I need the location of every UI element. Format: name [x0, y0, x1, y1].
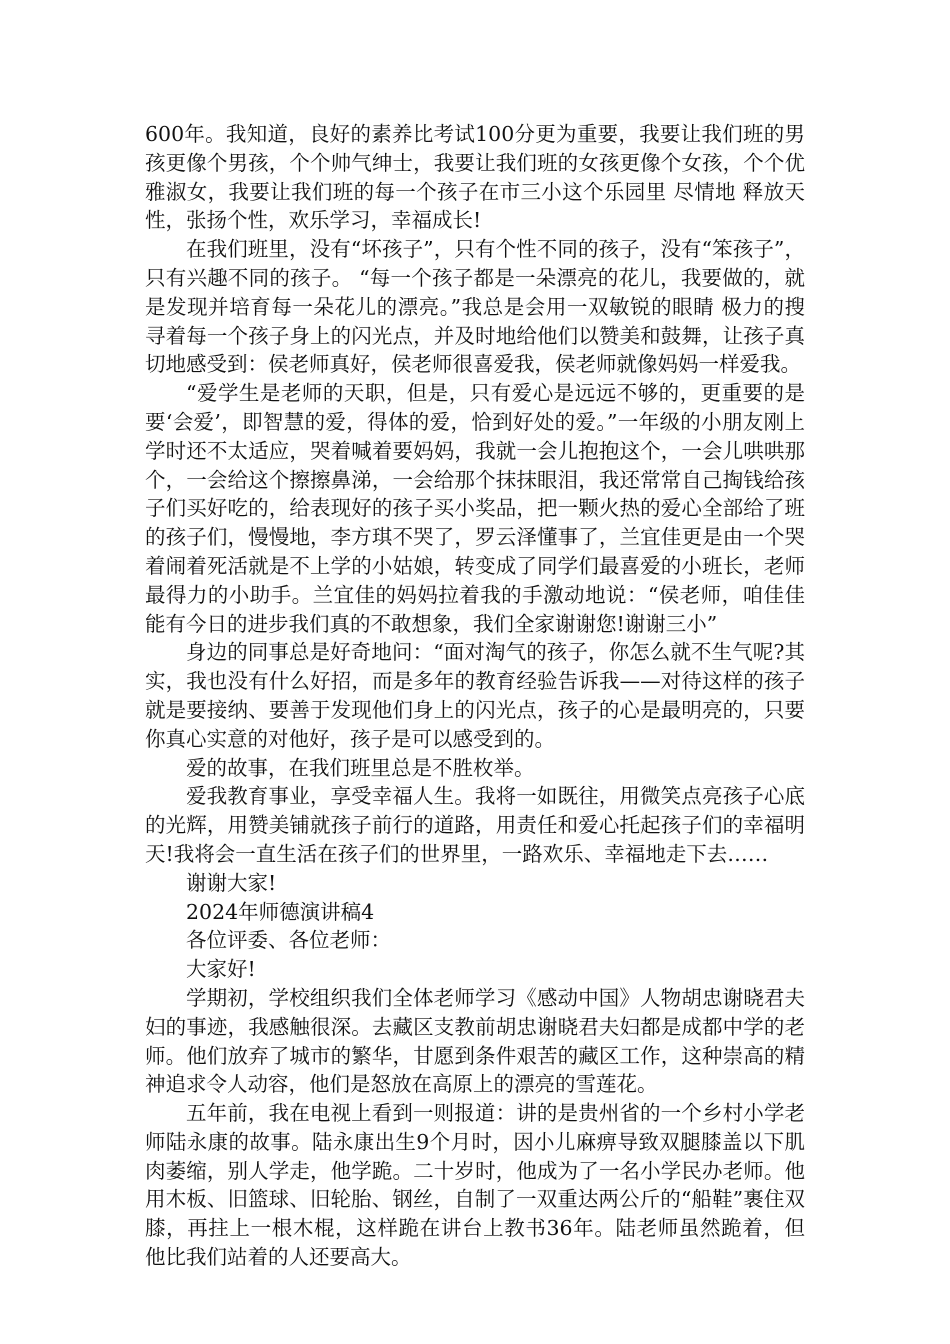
document-body — [145, 120, 805, 1272]
paragraph: 五年前，我在电视上看到一则报道：讲的是贵州省的一个乡村小学老师陆永康的故事。陆永康出生9个月时，因小儿麻痹导致双腿膝盖以下肌肉萎缩，别人学走，他学跪。二十岁时，他成为了一名小学民办老师。他用木板、旧篮球、旧轮胎、钢丝，自制了一双重达两公斤的“船鞋”裹住双膝，再拄上一根木棍，这样跪在讲台上教书36年。陆老师虽然跪着，但他比我们站着的人还要高大。 — [145, 1101, 805, 1270]
paragraph: 爱我教育事业，享受幸福人生。我将一如既往，用微笑点亮孩子心底的光辉，用赞美铺就孩子前行的道路，用责任和爱心托起孩子们的幸福明天!我将会一直生活在孩子们的世界里，一路欢乐、幸福地走下去…… — [145, 784, 805, 866]
paragraph: 学期初，学校组织我们全体老师学习《感动中国》人物胡忠谢晓君夫妇的事迹，我感触很深。去藏区支教前胡忠谢晓君夫妇都是成都中学的老师。他们放弃了城市的繁华，甘愿到条件艰苦的藏区工作，这种崇高的精神追求令人动容，他们是怒放在高原上的漂亮的雪莲花。 — [145, 985, 805, 1097]
salutation: 各位评委、各位老师： — [186, 928, 391, 953]
section-title: 2024年师德演讲稿4 — [186, 899, 375, 924]
paragraph: “爱学生是老师的天职，但是，只有爱心是远远不够的，更重要的是要‘会爱’，即智慧的爱，得体的爱，恰到好处的爱。”一年级的小朋友刚上学时还不太适应，哭着喊着要妈妈，我就一会儿抱抱这个，一会儿哄哄那个，一会给这个擦擦鼻涕，一会给那个抹抹眼泪，我还常常自己掏钱给孩子们买好吃的，给表现好的孩子买小奖品，把一颗火热的爱心全部给了班的孩子们，慢慢地，李方琪不哭了，罗云泽懂事了，兰宜佳更是由一个哭着闹着死活就是不上学的小姑娘，转变成了同学们最喜爱的小班长，老师最得力的小助手。兰宜佳的妈妈拉着我的手激动地说：“侯老师，咱佳佳能有今日的进步我们真的不敢想象，我们全家谢谢您!谢谢三小” — [145, 381, 805, 636]
paragraph: 在我们班里，没有“坏孩子”，只有个性不同的孩子，没有“笨孩子”，只有兴趣不同的孩子。 “每一个孩子都是一朵漂亮的花儿，我要做的，就是发现并培育每一朵花儿的漂亮。”我总是会用一双敏锐的眼睛 极力的搜寻着每一个孩子身上的闪光点，并及时地给他们以赞美和鼓舞，让孩子真切地感受到：侯老师真好，侯老师很喜爱我，侯老师就像妈妈一样爱我。 — [145, 237, 805, 377]
paragraph: 身边的同事总是好奇地问：“面对淘气的孩子，你怎么就不生气呢?其实，我也没有什么好招，而是多年的教育经验告诉我——对待这样的孩子就是要接纳、要善于发现他们身上的闪光点，孩子的心是最明亮的，只要你真心实意的对他好，孩子是可以感受到的。 — [145, 640, 805, 751]
greeting: 大家好! — [186, 957, 256, 982]
closing-thanks: 谢谢大家! — [186, 870, 277, 895]
paragraph-continuation: 600年。我知道，良好的素养比考试100分更为重要，我要让我们班的男孩更像个男孩，个个帅气绅士，我要让我们班的女孩更像个女孩，个个优雅淑女，我要让我们班的每一个孩子在市三小这个乐园里 尽情地 释放天性，张扬个性，欢乐学习，幸福成长! — [145, 122, 805, 233]
paragraph: 爱的故事，在我们班里总是不胜枚举。 — [186, 755, 535, 780]
